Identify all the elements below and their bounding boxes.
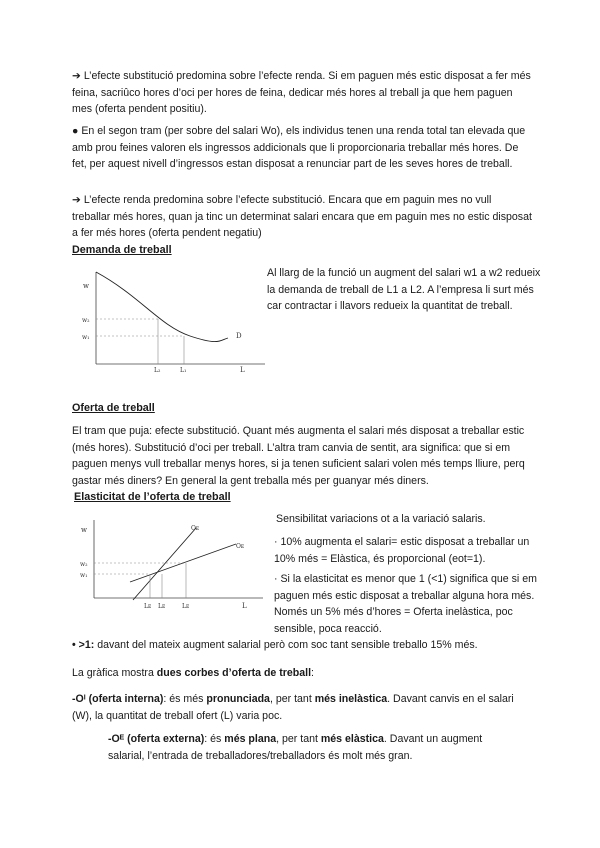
x-tick-l1: L₁ [180, 367, 187, 374]
x-tick-2: Lᴇ [158, 603, 166, 610]
elasticitat-sensitivity: Sensibilitat variacions ot a la variació salaris. [276, 513, 486, 525]
labor-supply-elasticity-chart [78, 516, 268, 616]
y-tick-w2: w₂ [80, 561, 88, 568]
y-tick-w2: w₂ [82, 317, 90, 324]
heading-oferta: Oferta de treball [72, 402, 155, 414]
x-axis-label: L [242, 602, 247, 610]
labor-demand-chart [80, 268, 270, 378]
internal-supply-description: -Oᴵ (oferta interna): és més pronunciada, per tant més inelàstica. Davant canvis en el salari (W), la quantitat de treball ofert (L) varia poc. [72, 693, 514, 722]
paragraph-substitution-effect: ➔ L’efecte substitució predomina sobre l’efecte renda. Si em paguen més estic disposat a fer més feina, sacriûco hores d’oci per hores de feina, dedicar més hores al treball ja que hem paguen mes (oferta pendent positiu). [72, 70, 531, 115]
demand-curve [96, 272, 228, 342]
elasticitat-elastic-case: · 10% augmenta el salari= estic disposat a treballar un 10% més = Elàstica, és proporcional (eot=1). [274, 536, 530, 565]
internal-curve-label: Oᴇ [191, 525, 200, 532]
paragraph-income-effect: ➔ L’efecte renda predomina sobre l’efecte substitució. Encara que em paguin mes no vull treballar més hores, quan ja tinc un determinat salari encara que em paguin mes no estic disposat a fer més hores (oferta pendent negatiu) [72, 194, 532, 239]
x-axis-label: L [240, 366, 245, 374]
demand-curve-label: D [236, 332, 242, 340]
demanda-description: Al llarg de la funció un augment del salari w1 a w2 redueix la demanda de treball de L1 a L2. A l’empresa li surt més car contractar i llavors redueix la quantitat de treball. [267, 267, 541, 312]
x-tick-3: Lᴇ [182, 603, 190, 610]
x-tick-1: Lᴇ [144, 603, 152, 610]
x-tick-l2: L₂ [154, 367, 161, 374]
external-supply-description: -Oᴱ (oferta externa): és més plana, per tant més elàstica. Davant un augment salarial, l’entrada de treballadores/treballadors és molt més gran. [108, 733, 483, 762]
elasticitat-inelastic-case: · Si la elasticitat es menor que 1 (<1) significa que si em paguen més estic disposat a treballar alguna hora més. Només un 5% més d’hores = Oferta inelàstica, poc sensible, poca reacció. [274, 573, 537, 635]
y-tick-w1: w₁ [82, 334, 90, 341]
external-curve-label: Oᴇ [236, 543, 245, 550]
heading-demanda: Demanda de treball [72, 244, 172, 256]
y-axis-label: w [83, 282, 89, 290]
heading-elasticitat: Elasticitat de l’oferta de treball [74, 491, 231, 503]
two-supply-curves-intro: La gràfica mostra dues corbes d’oferta de treball: [72, 667, 314, 679]
bullet-greater-than-one: • >1: davant del mateix augment salarial però com soc tant sensible treballo 15% més. [72, 639, 478, 651]
oferta-description: El tram que puja: efecte substitució. Quant més augmenta el salari més disposat a treballar estic (més hores). Substitució d’oci per treball. L’altra tram canvia de sentit, ara significa: que si em paguen menys vull treballar menys hores, si ja tenen suficient salari volen més temps lliure, perq gastar més diners? En general la gent treballa més per guanyar més diners. [72, 425, 525, 487]
y-tick-w1: w₁ [80, 572, 88, 579]
external-supply-curve [130, 544, 236, 582]
internal-supply-curve [133, 528, 196, 600]
y-axis-label: w [81, 526, 87, 534]
paragraph-second-segment: ● En el segon tram (per sobre del salari Wo), els individus tenen una renda total tan elevada que amb prou feines valoren els ingressos addicionals que li proporcionaria treballar més hores. De fet, per aquest nivell d’ingressos estan disposat a renunciar part de les seves hores de treball. [72, 125, 526, 170]
